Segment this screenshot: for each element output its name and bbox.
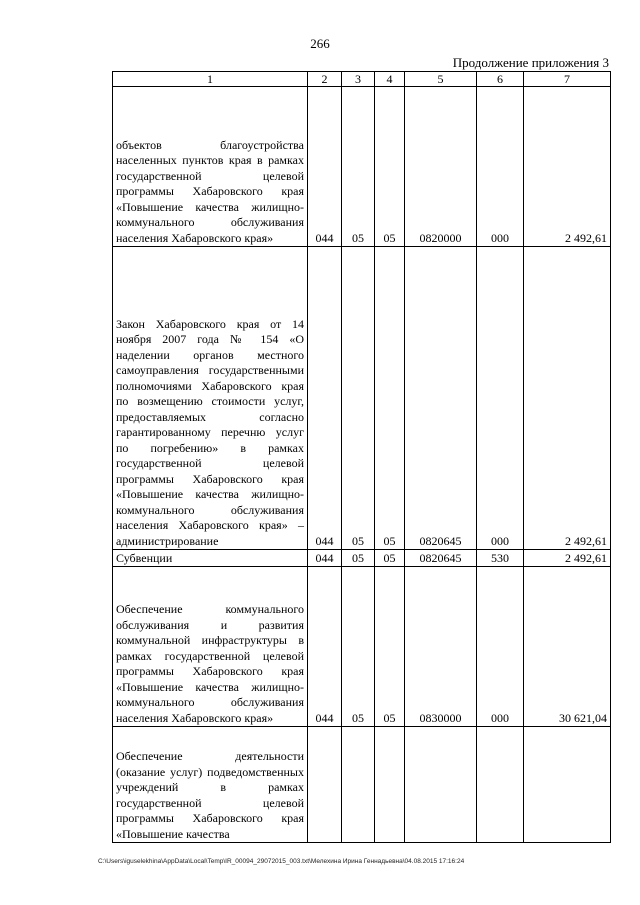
subsection-code: 05 xyxy=(375,87,405,247)
row-description: объектов благоустройства населенных пунктов края в рамках государственной целевой программы Хабаровского края «Повышение качества жилищно-коммунального обслуживания населения Хабаровского края» xyxy=(113,87,308,247)
target-article-code: 0820000 xyxy=(405,87,477,247)
row-description: Субвенции xyxy=(113,550,308,567)
amount xyxy=(524,727,611,843)
column-header: 7 xyxy=(524,72,611,87)
column-number-row xyxy=(113,72,611,87)
section-code: 05 xyxy=(342,247,375,550)
expense-type-code: 000 xyxy=(477,87,524,247)
table-row xyxy=(113,567,611,727)
section-code: 05 xyxy=(342,567,375,727)
file-path-footer: C:\Users\iguselekhina\AppData\Local\Temp\IR_00094_29072015_003.txt\Мелехина Ирина Геннадьевна\04.08.2015 17:16:24 xyxy=(98,858,465,865)
target-article-code xyxy=(405,727,477,843)
column-header: 2 xyxy=(308,72,342,87)
row-description: Закон Хабаровского края от 14 ноября 2007 года № 154 «О наделении органов местного самоуправления государственными полномочиями Хабаровского края по возмещению стоимости услуг, предоставляемых согласно гарантированному перечню услуг по погребению» в рамках государственной целевой программы Хабаровского края «Повышение качества жилищно-коммунального обслуживания населения Хабаровского края» – администрирование xyxy=(113,247,308,550)
column-header: 1 xyxy=(113,72,308,87)
table-row xyxy=(113,247,611,550)
amount: 2 492,61 xyxy=(524,550,611,567)
expense-type-code: 000 xyxy=(477,247,524,550)
ministry-code: 044 xyxy=(308,550,342,567)
target-article-code: 0820645 xyxy=(405,247,477,550)
column-header: 5 xyxy=(405,72,477,87)
table-row xyxy=(113,727,611,843)
section-code: 05 xyxy=(342,87,375,247)
section-code: 05 xyxy=(342,550,375,567)
ministry-code xyxy=(308,727,342,843)
amount: 2 492,61 xyxy=(524,87,611,247)
subsection-code: 05 xyxy=(375,247,405,550)
table-row xyxy=(113,550,611,567)
amount: 30 621,04 xyxy=(524,567,611,727)
amount: 2 492,61 xyxy=(524,247,611,550)
page-number: 266 xyxy=(310,36,330,51)
row-description: Обеспечение коммунального обслуживания и развития коммунальной инфраструктуры в рамках государственной целевой программы Хабаровского края «Повышение качества жилищно-коммунального обслуживания населения Хабаровского края» xyxy=(113,567,308,727)
target-article-code: 0830000 xyxy=(405,567,477,727)
column-header: 3 xyxy=(342,72,375,87)
ministry-code: 044 xyxy=(308,567,342,727)
subsection-code: 05 xyxy=(375,567,405,727)
column-header: 4 xyxy=(375,72,405,87)
expense-type-code: 530 xyxy=(477,550,524,567)
subsection-code: 05 xyxy=(375,550,405,567)
column-header: 6 xyxy=(477,72,524,87)
section-code xyxy=(342,727,375,843)
ministry-code: 044 xyxy=(308,87,342,247)
appendix-continuation-label: Продолжение приложения 3 xyxy=(452,55,609,70)
row-description: Обеспечение деятельности (оказание услуг) подведомственных учреждений в рамках государственной целевой программы Хабаровского края «Повышение качества xyxy=(113,727,308,843)
ministry-code: 044 xyxy=(308,247,342,550)
budget-table xyxy=(112,71,611,843)
target-article-code: 0820645 xyxy=(405,550,477,567)
expense-type-code xyxy=(477,727,524,843)
expense-type-code: 000 xyxy=(477,567,524,727)
table-row xyxy=(113,87,611,247)
subsection-code xyxy=(375,727,405,843)
